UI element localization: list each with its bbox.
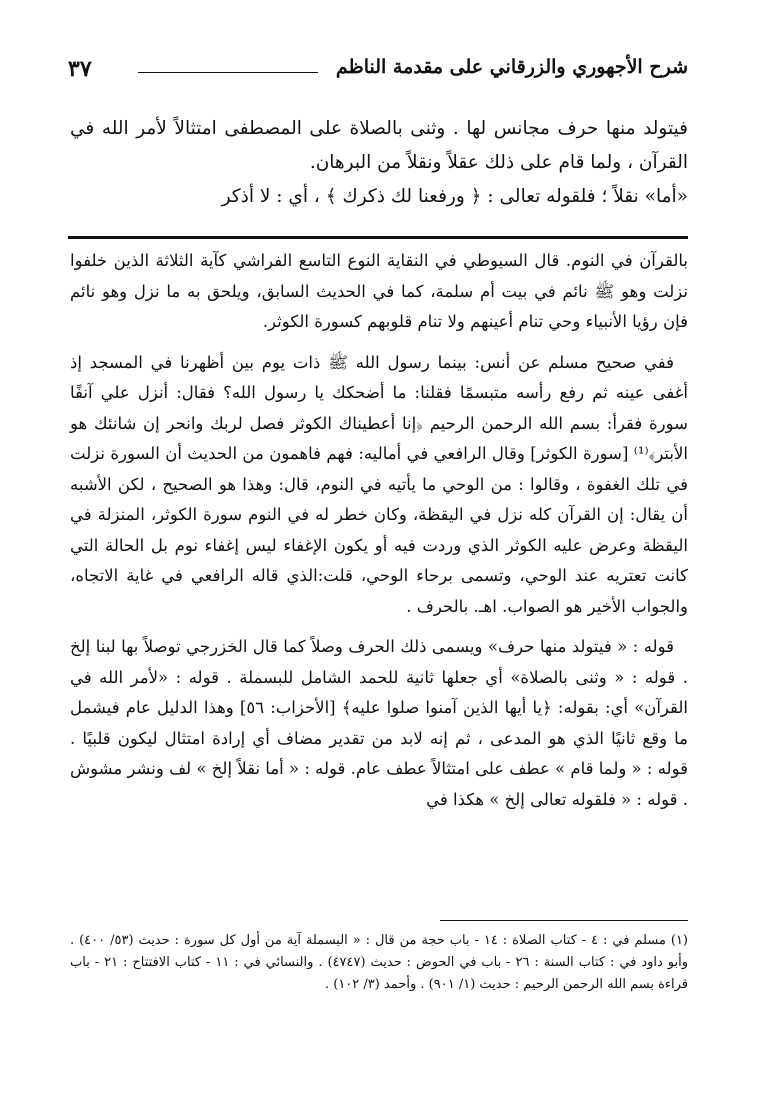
sharh-paragraph: قوله : « فيتولد منها حرف» ويسمى ذلك الحرف وصلاً كما قال الخزرجي توصلاً بها لبنا إلخ . قوله : « وثنى بالصلاة» أي جعلها ثانية للحمد الشامل للبسملة . قوله : «لأمر الله في القرآن» أي: بقوله: ﴿يا أيها الذين آمنوا صلوا عليه﴾ [الأحزاب: ٥٦] وهذا الدليل عام فيشمل ما وقع ثانيًا الذي هو المدعى ، ثم إنه لابد من تقدير مضاف أي إرادة امتثال ليكون قلبيًا . قوله : « ولما قام » عطف على امتثالاً عطف عام. قوله : « أما نقلاً إلخ » لف ونشر مشوش . قوله : « فلقوله تعالى إلخ » هكذا في — [69, 637, 688, 809]
running-title: شرح الأجهوري والزرقاني على مقدمة الناظم — [335, 56, 688, 78]
footnote — [70, 930, 688, 996]
matn-text — [70, 112, 688, 214]
sharh-paragraph: بالقرآن في النوم. قال السيوطي في النقاية النوع التاسع الفراشي كآية الثلاثة الذين خلفوا نزلت وهو ﷺ نائم في بيت أم سلمة، كما في الحديث السابق، ويلحق به ما نزل وهو نائم فإن رؤيا الأنبياء وحي تنام أعينهم ولا تنام قلوبهم كسورة الكوثر. — [70, 251, 688, 331]
matn-separator-rule — [68, 236, 688, 239]
page-number: ٣٧ — [68, 56, 92, 82]
running-header — [68, 56, 688, 88]
footnote-rule — [440, 920, 688, 921]
matn-paragraph: «أما» نقلاً ؛ فلقوله تعالى : ﴿ ورفعنا لك ذكرك ﴾ ، أي : لا أذكر — [221, 186, 688, 207]
sharh-text — [70, 246, 688, 825]
sharh-paragraph: ففي صحيح مسلم عن أنس: بينما رسول الله ﷺ ذات يوم بين أظهرنا في المسجد إذ أغفى عينه ثم رفع رأسه متبسمًا فقلنا: ما أضحكك يا رسول الله؟ فقال: أنزل علي آنفًا سورة فقرأ: بسم الله الرحمن الرحيم ﴿إنا أعطيناك الكوثر فصل لربك وانحر إن شانئك هو الأبتر﴾⁽¹⁾ [سورة الكوثر] وقال الرافعي في أماليه: فهم فاهمون من الحديث أن السورة نزلت في تلك الغفوة ، وقالوا : من الوحي ما يأتيه في النوم، قال: وهذا هو الصحيح ، لكن الأشبه أن يقال: إن القرآن كله نزل في اليقظة، وكان خطر له في النوم سورة الكوثر، المنزلة في اليقظة وعرض عليه الكوثر الذي وردت فيه أو يكون الإغفاء ليس إغفاء نوم بل الحالة التي كانت تعتريه عند الوحي، وتسمى برحاء الوحي، قلت:الذي قاله الرافعي في غاية الاتجاه، والجواب الأخير هو الصواب. اهـ. بالحرف . — [70, 352, 688, 616]
matn-paragraph: فيتولد منها حرف مجانس لها . وثنى بالصلاة على المصطفى امتثالاً لأمر الله في القرآن ، ولما قام على ذلك عقلاً ونقلاً من البرهان. — [70, 118, 688, 173]
footnote-text: (١) مسلم في : ٤ - كتاب الصلاة : ١٤ - باب حجة من قال : « البسملة آية من أول كل سورة : حديث (٥٣/ ٤٠٠) . وأبو داود في : كتاب السنة : ٢٦ - باب في الحوض : حديث (٤٧٤٧) . والنسائي في : ١١ - كتاب الافتتاح : ٢١ - باب قراءة بسم الله الرحمن الرحيم : حديث (١/ ٩٠١) . وأحمد (٣/ ١٠٢) . — [70, 933, 688, 992]
header-rule — [138, 72, 318, 73]
